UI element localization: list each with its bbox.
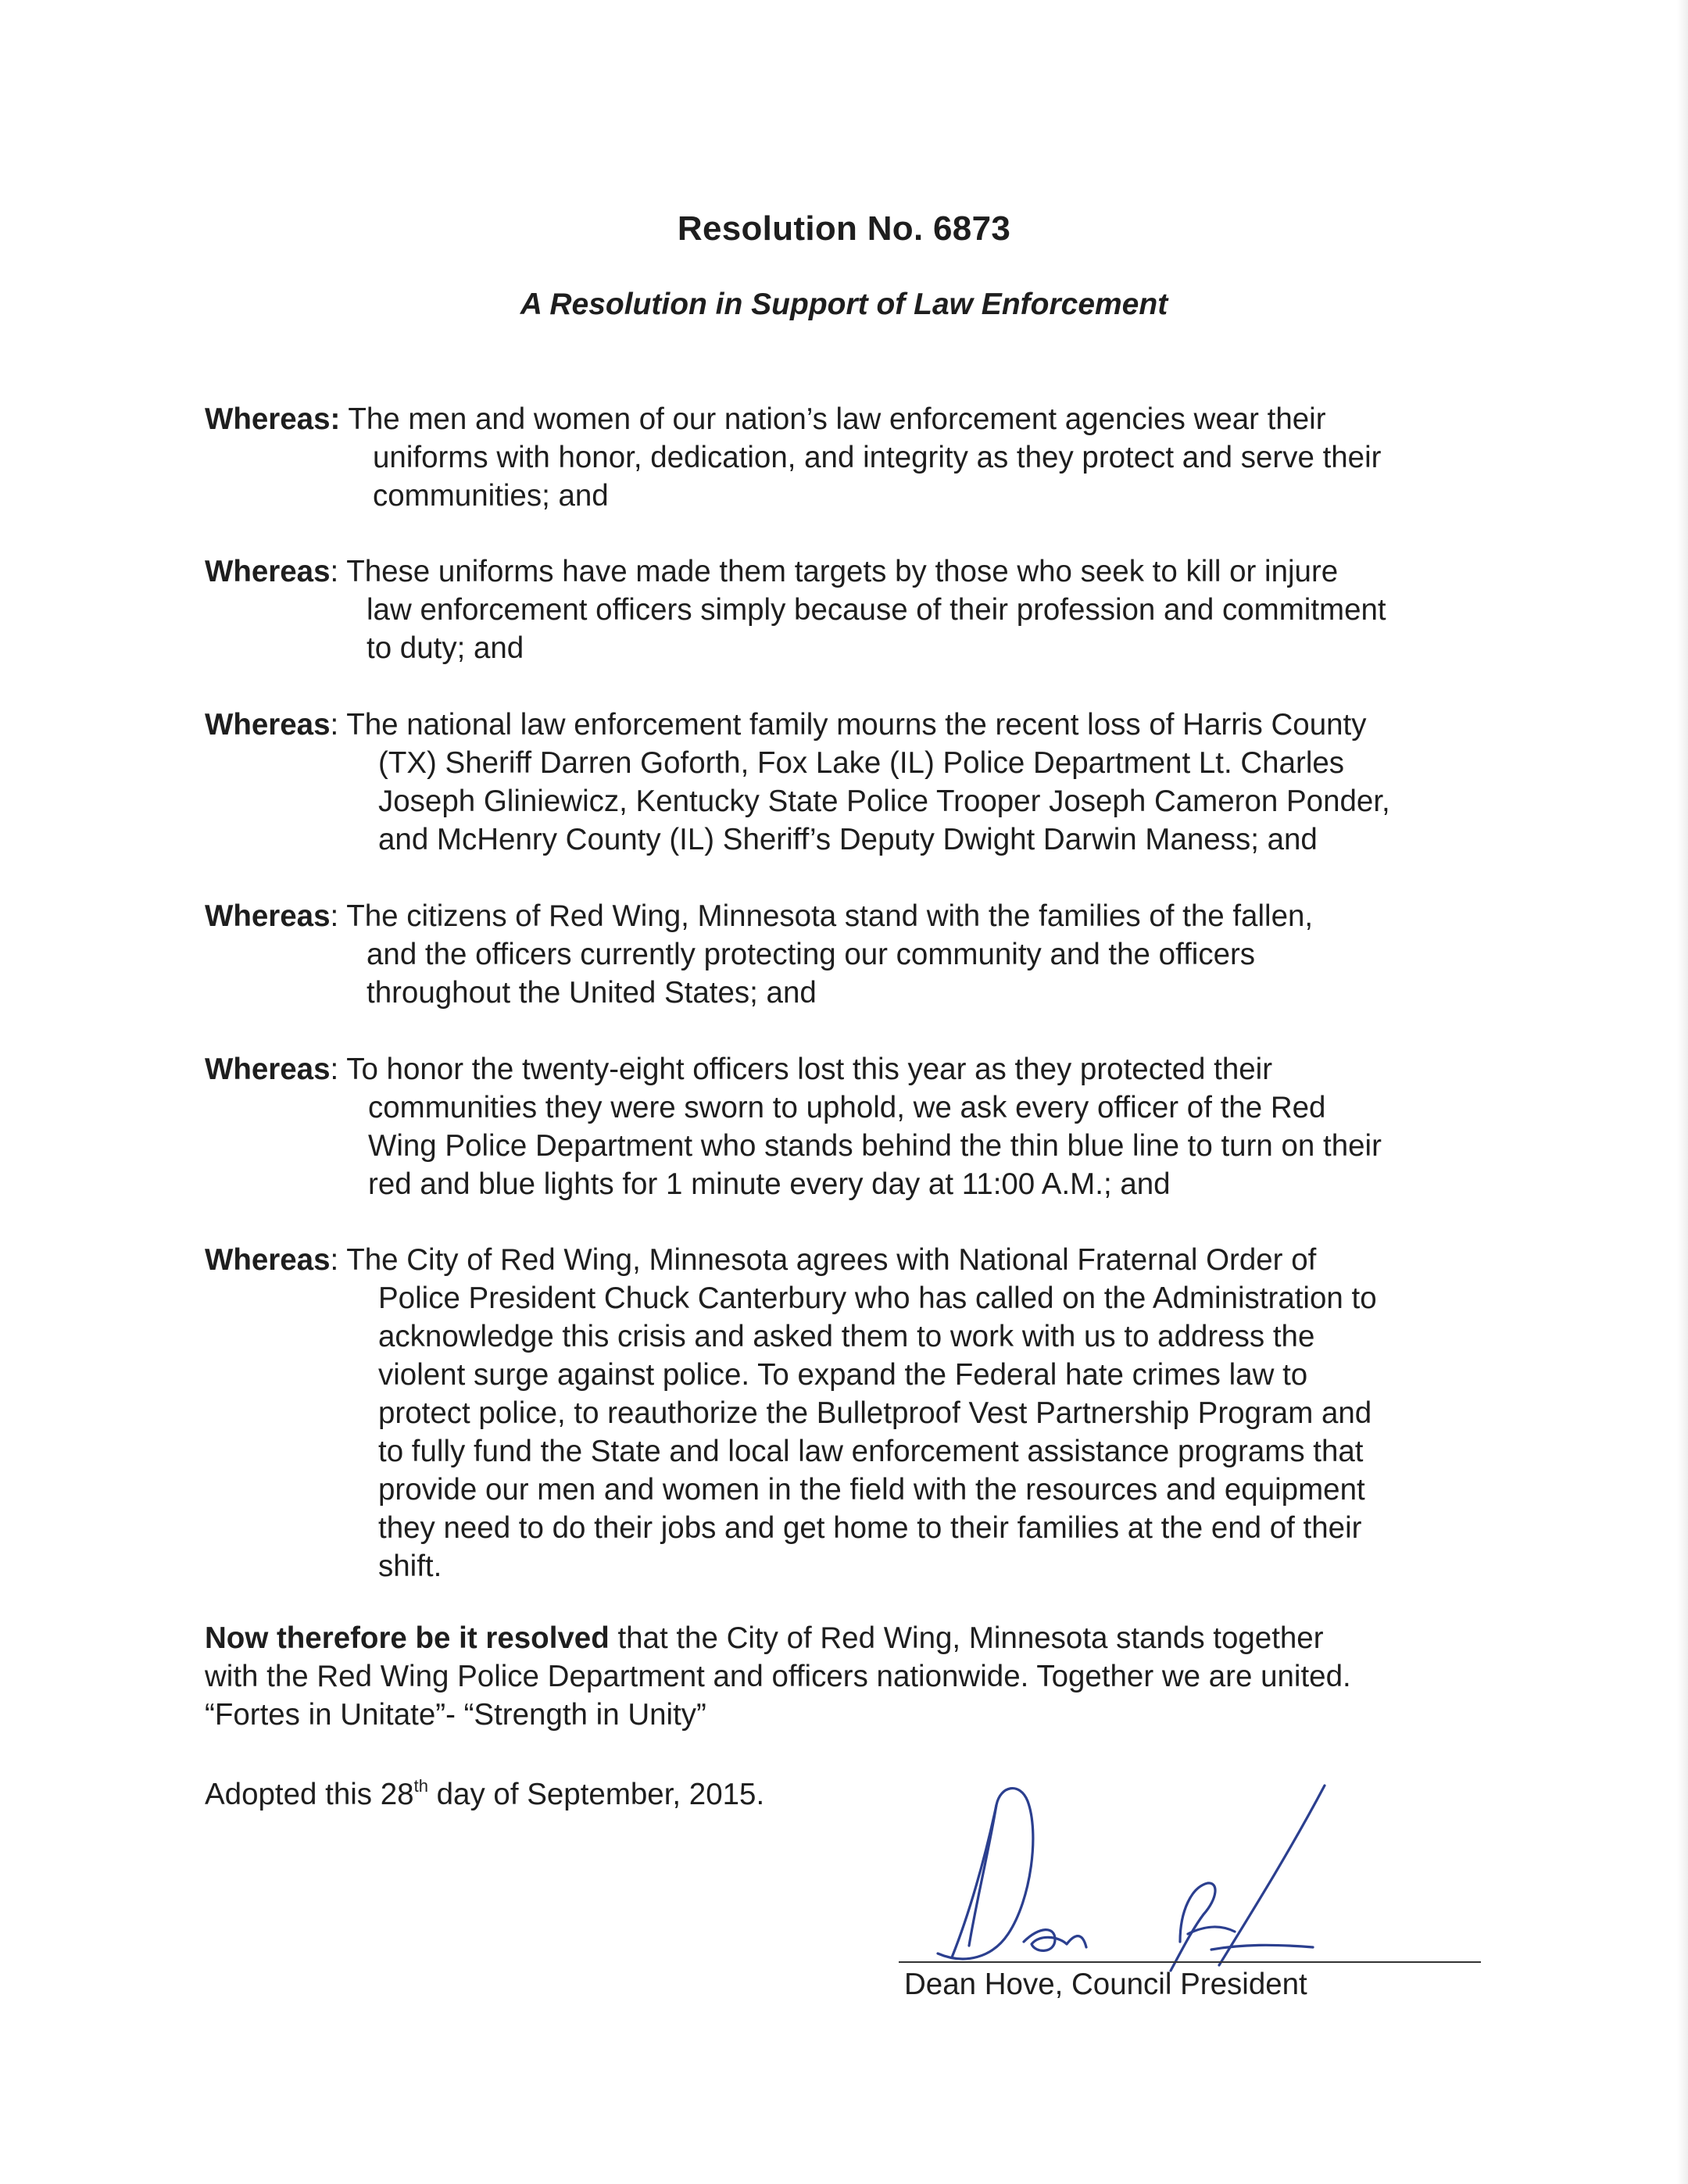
whereas-clause-6 <box>205 1241 1518 1585</box>
clause-line: (TX) Sheriff Darren Goforth, Fox Lake (IL) Police Department Lt. Charles <box>378 746 1345 780</box>
clause-line: and the officers currently protecting our community and the officers <box>367 938 1256 971</box>
resolution-subtitle: A Resolution in Support of Law Enforcement <box>520 288 1168 321</box>
clause-line: The men and women of our nation’s law enforcement agencies wear their <box>348 402 1326 436</box>
clause-line: Joseph Gliniewicz, Kentucky State Police Trooper Joseph Cameron Ponder, <box>378 785 1390 818</box>
clause-line: communities; and <box>373 479 609 513</box>
clause-line: to fully fund the State and local law enforcement assistance programs that <box>378 1435 1364 1468</box>
clause-line: : The City of Red Wing, Minnesota agrees with National Fraternal Order of <box>330 1243 1317 1277</box>
handwritten-signature <box>922 1766 1360 2000</box>
clause-label: Whereas <box>205 1053 331 1086</box>
clause-line: to duty; and <box>367 631 524 665</box>
clause-line: and McHenry County (IL) Sheriff’s Deputy Dwight Darwin Maness; and <box>378 823 1318 856</box>
clause-line: Wing Police Department who stands behind the thin blue line to turn on their <box>368 1129 1382 1163</box>
clause-label: Whereas: <box>205 402 341 436</box>
clause-label: Whereas <box>205 555 331 588</box>
resolved-line: with the Red Wing Police Department and officers nationwide. Together we are united. <box>205 1660 1351 1693</box>
clause-line: throughout the United States; and <box>367 976 817 1010</box>
clause-line: protect police, to reauthorize the Bulletproof Vest Partnership Program and <box>378 1396 1372 1430</box>
clause-line: : The citizens of Red Wing, Minnesota stand with the families of the fallen, <box>330 899 1314 933</box>
clause-line: shift. <box>378 1550 442 1583</box>
clause-line: : These uniforms have made them targets by those who seek to kill or injure <box>330 555 1339 588</box>
whereas-clause-2 <box>205 552 1518 667</box>
whereas-clause-4 <box>205 897 1518 1012</box>
clause-line: communities they were sworn to uphold, we ask every officer of the Red <box>368 1091 1326 1124</box>
adopted-rest: day of September, 2015. <box>427 1778 765 1811</box>
clause-line: acknowledge this crisis and asked them to work with us to address the <box>378 1320 1315 1353</box>
clause-line: law enforcement officers simply because of their profession and commitment <box>367 593 1386 627</box>
resolved-motto: “Fortes in Unitate”- “Strength in Unity” <box>205 1698 706 1732</box>
adopted-prefix: Adopted this 28 <box>205 1778 414 1811</box>
clause-line: violent surge against police. To expand the Federal hate crimes law to <box>378 1358 1308 1392</box>
clause-line: red and blue lights for 1 minute every day at 11:00 A.M.; and <box>368 1167 1171 1201</box>
resolution-title: Resolution No. 6873 <box>677 209 1011 248</box>
whereas-clause-3 <box>205 706 1518 859</box>
adopted-ordinal: th <box>413 1776 428 1796</box>
clause-line: they need to do their jobs and get home to their families at the end of their <box>378 1511 1362 1545</box>
clause-label: Whereas <box>205 899 331 933</box>
clause-label: Whereas <box>205 1243 331 1277</box>
resolved-line: that the City of Red Wing, Minnesota stands together <box>609 1621 1324 1655</box>
clause-line: : The national law enforcement family mourns the recent loss of Harris County <box>330 708 1367 742</box>
whereas-clause-1 <box>205 400 1518 515</box>
resolved-paragraph <box>205 1619 1351 1734</box>
signatory-name: Dean Hove, Council President <box>904 1968 1307 2001</box>
clause-line: : To honor the twenty-eight officers lost this year as they protected their <box>330 1053 1273 1086</box>
adopted-date <box>205 1775 764 1814</box>
signature-line <box>899 1961 1481 1963</box>
clause-label: Whereas <box>205 708 331 742</box>
whereas-clause-5 <box>205 1050 1518 1203</box>
clause-line: uniforms with honor, dedication, and integrity as they protect and serve their <box>373 441 1382 474</box>
resolved-lead: Now therefore be it resolved <box>205 1621 610 1655</box>
clause-line: provide our men and women in the field with the resources and equipment <box>378 1473 1365 1507</box>
page-edge-shadow <box>1677 0 1688 2184</box>
clause-line: Police President Chuck Canterbury who has called on the Administration to <box>378 1281 1377 1315</box>
